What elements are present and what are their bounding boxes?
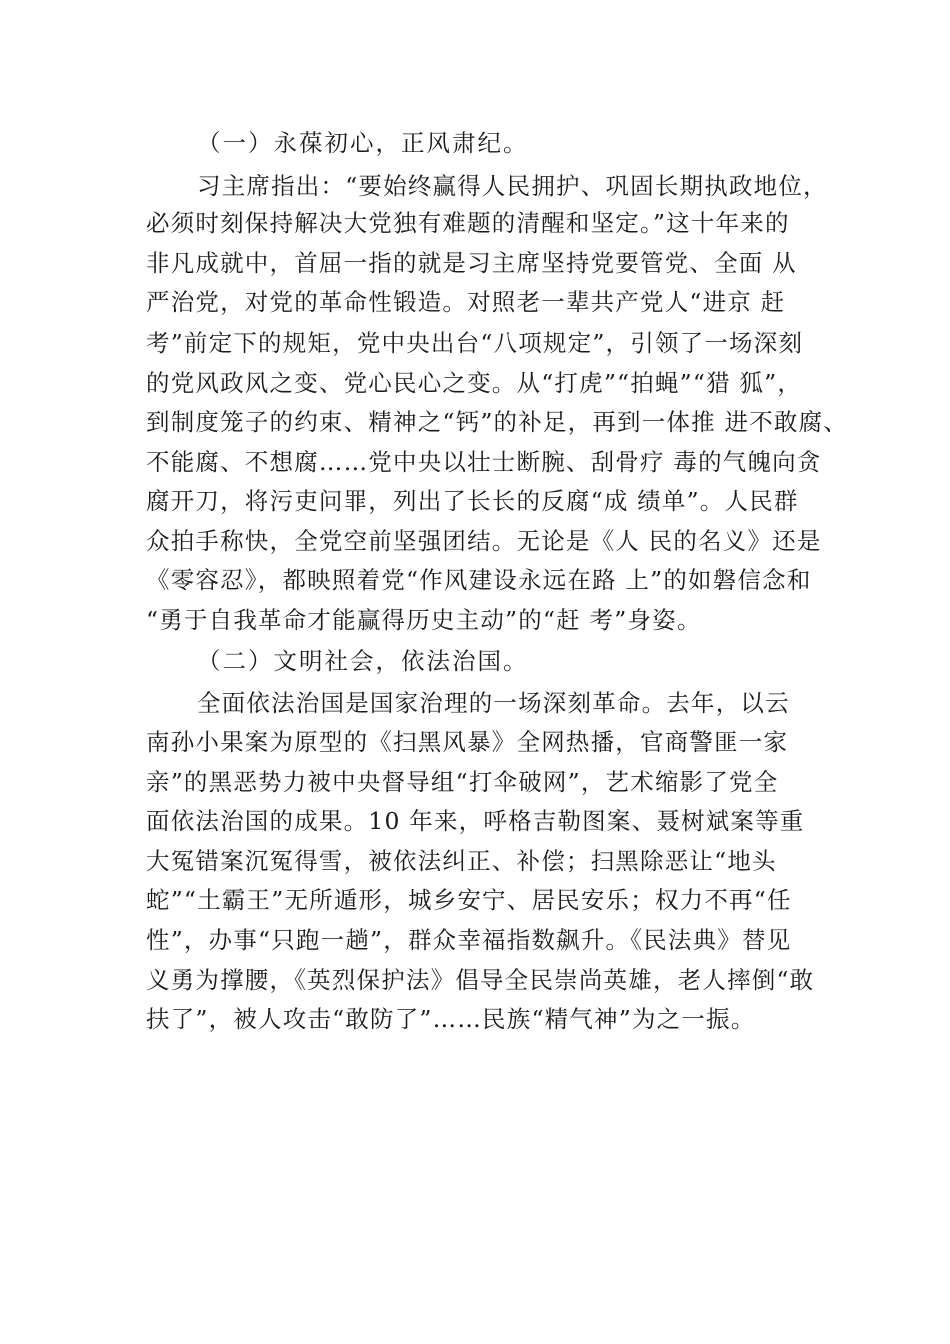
section2-line: 蛇”“土霸王”无所遁形，城乡安宁、居民安乐；权力不再“任: [146, 886, 792, 914]
section2-line: 全面依法治国是国家治理的一场深刻革命。去年，以云: [197, 689, 790, 717]
section1-line: 考”前定下的规矩，党中央出台“八项规定”，引领了一场深刻: [146, 329, 804, 357]
section1-heading: （一）永葆初心，正风肃纪。: [197, 129, 529, 157]
section1-line: 众拍手称快，全党空前坚强团结。无论是《人 民的名义》还是: [146, 527, 822, 555]
section1-line: 严治党，对党的革命性锻造。对照老一辈共产党人“进京 赶: [146, 288, 786, 316]
section2-line: 南孙小果案为原型的《扫黑风暴》全网热播，官商警匪一家: [146, 728, 789, 756]
section2-line: 性”，办事“只跑一趟”，群众幸福指数飙升。《民法典》替见: [146, 926, 792, 954]
section2-line: 面依法治国的成果。10 年来，呼格吉勒图案、聂树斌案等重: [146, 807, 805, 835]
section1-line: 《零容忍》，都映照着党“作风建设永远在路 上”的如磐信念和: [146, 566, 812, 594]
section2-line: 亲”的黑恶势力被中央督导组“打伞破网”，艺术缩影了党全: [146, 768, 779, 796]
section2-line: 义勇为撑腰，《英烈保护法》倡导全民崇尚英雄，老人摔倒“敢: [146, 966, 815, 994]
section2-heading: （二）文明社会，依法治国。: [197, 647, 529, 675]
section1-line: 习主席指出：“要始终赢得人民拥护、巩固长期执政地位，: [197, 172, 828, 200]
section1-line: 必须时刻保持解决大党独有难题的清醒和坚定。”这十年来的: [146, 209, 790, 237]
section1-line: 非凡成就中，首屈一指的就是习主席坚持党要管党、全面 从: [146, 249, 797, 277]
section1-line: 到制度笼子的约束、精神之“钙”的补足，再到一体推 进不敢腐、: [146, 408, 848, 436]
section1-line: 不能腐、不想腐……党中央以壮士断腕、刮骨疗 毒的气魄向贪: [146, 448, 822, 476]
section1-line: 的党风政风之变、党心民心之变。从“打虎”“拍蝇”“猎 狐”，: [146, 369, 803, 397]
section2-line: 扶了”，被人攻击“敢防了”……民族“精气神”为之一振。: [146, 1005, 756, 1033]
section1-line: “勇于自我革命才能赢得历史主动”的“赶 考”身姿。: [146, 606, 702, 634]
section2-line: 大冤错案沉冤得雪，被依法纠正、补偿；扫黑除恶让“地头: [146, 847, 777, 875]
section1-line: 腐开刀，将污吏问罪，列出了长长的反腐“成 绩单”。人民群: [146, 487, 799, 515]
